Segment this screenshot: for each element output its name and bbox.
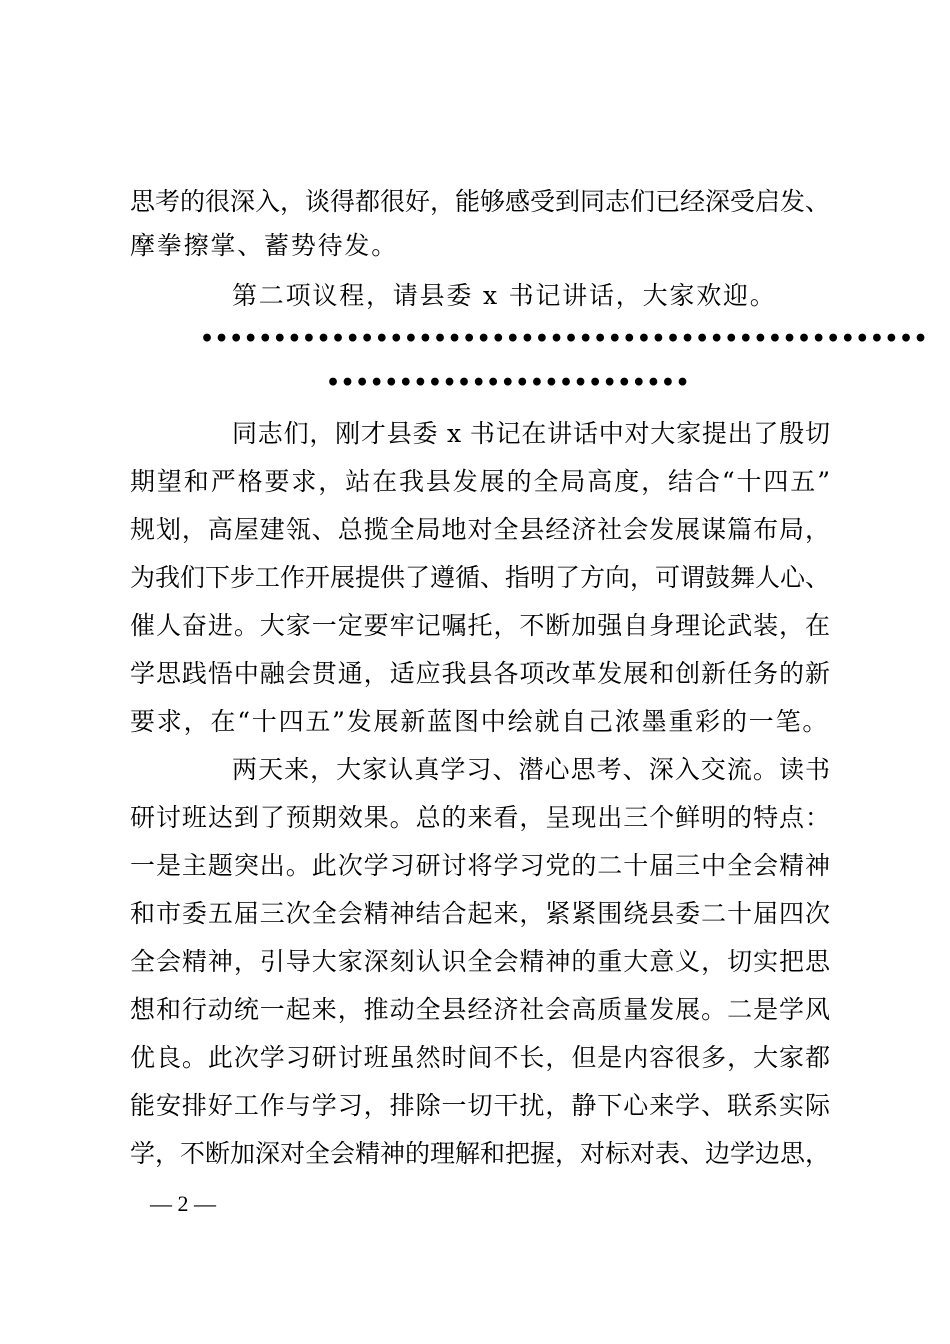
paragraph-4-line-7: 优良。此次学习研讨班虽然时间不长，但是内容很多，大家都 bbox=[130, 1043, 830, 1072]
paragraph-4-line-3: 一是主题突出。此次学习研讨将学习党的二十届三中全会精神 bbox=[130, 851, 830, 880]
paragraph-4-line-9: 学，不断加深对全会精神的理解和把握，对标对表、边学边思， bbox=[130, 1139, 831, 1168]
paragraph-4-line-5: 全会精神，引导大家深刻认识全会精神的重大意义，切实把思 bbox=[130, 947, 830, 976]
paragraph-3-line-4: 为我们下步工作开展提供了遵循、指明了方向，可谓鼓舞人心、 bbox=[130, 563, 831, 592]
paragraph-4-line-1: 两天来，大家认真学习、潜心思考、深入交流。读书 bbox=[232, 755, 830, 784]
paragraph-3-line-5: 催人奋进。大家一定要牢记嘱托，不断加强自身理论武装，在 bbox=[130, 611, 830, 640]
page-number: — 2 — bbox=[150, 1191, 216, 1216]
paragraph-3-line-3: 规划，高屋建瓴、总揽全局地对全县经济社会发展谋篇布局， bbox=[130, 515, 830, 544]
paragraph-1-line-2: 摩拳擦掌、蓄势待发。 bbox=[130, 231, 399, 260]
paragraph-1-line-1: 思考的很深入，谈得都很好，能够感受到同志们已经深受启发、 bbox=[130, 187, 831, 216]
paragraph-3-line-1: 同志们，刚才县委 x 书记在讲话中对大家提出了殷切 bbox=[232, 419, 830, 448]
paragraph-4-line-4: 和市委五届三次全会精神结合起来，紧紧围绕县委二十届四次 bbox=[130, 899, 830, 928]
paragraph-3-line-6: 学思践悟中融会贯通，适应我县各项改革发展和创新任务的新 bbox=[130, 659, 830, 688]
paragraph-3-line-2: 期望和严格要求，站在我县发展的全局高度，结合“十四五” bbox=[130, 467, 830, 496]
ellipsis-separator-2: ••••••••••••••••••••••••• bbox=[326, 370, 691, 396]
paragraph-4-line-6: 想和行动统一起来，推动全县经济社会高质量发展。二是学风 bbox=[130, 995, 830, 1024]
paragraph-2-line-1: 第二项议程，请县委 x 书记讲话，大家欢迎。 bbox=[232, 281, 777, 310]
paragraph-4-line-2: 研讨班达到了预期效果。总的来看，呈现出三个鲜明的特点： bbox=[130, 803, 830, 832]
ellipsis-separator-1: •••••••••••••••••••••••••••••••••••••••••••••••••• bbox=[200, 326, 929, 352]
paragraph-4-line-8: 能安排好工作与学习，排除一切干扰，静下心来学、联系实际 bbox=[130, 1091, 830, 1120]
paragraph-3-line-7: 要求，在“十四五”发展新蓝图中绘就自己浓墨重彩的一笔。 bbox=[130, 707, 830, 736]
